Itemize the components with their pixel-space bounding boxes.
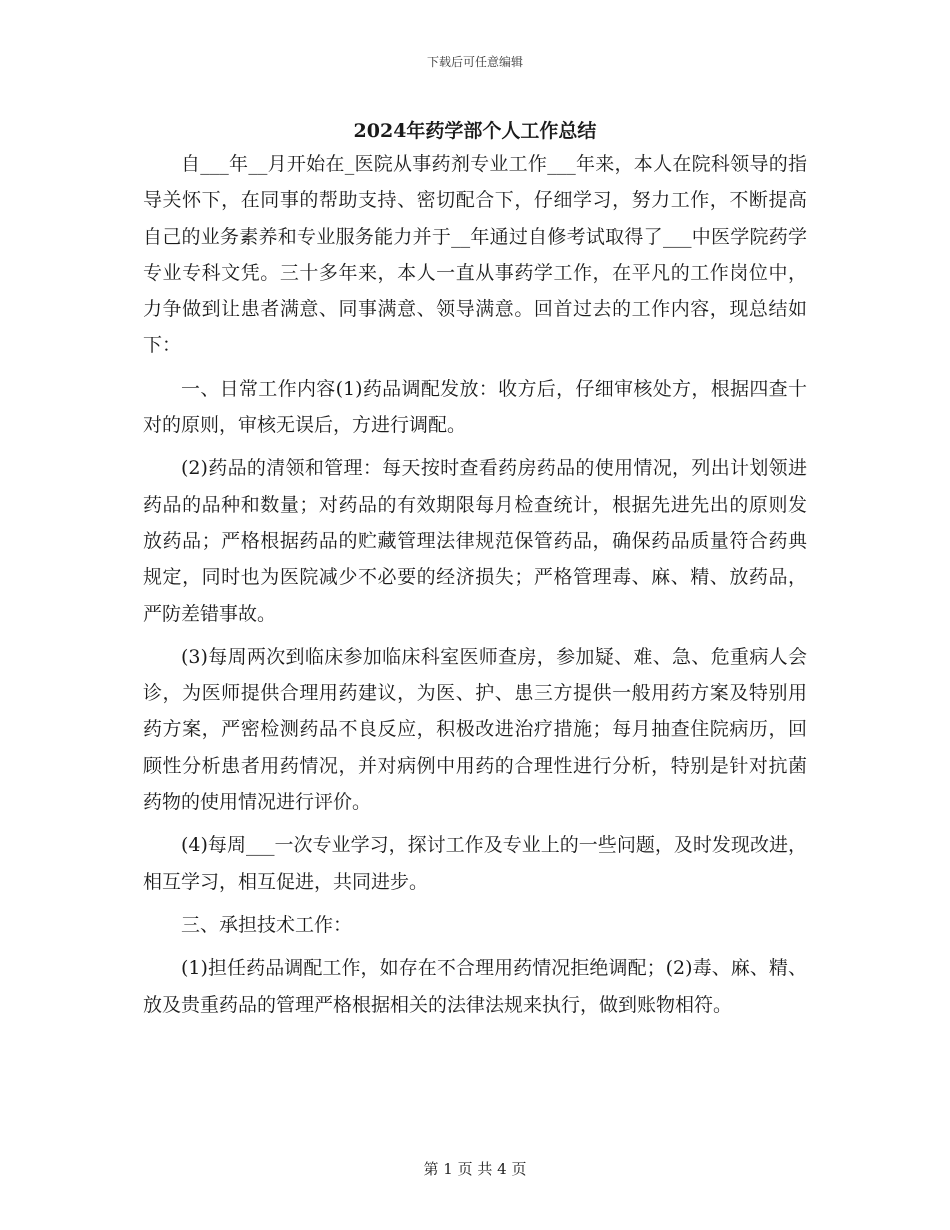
- paragraph-clinical-rounds: (3)每周两次到临床参加临床科室医师查房，参加疑、难、急、危重病人会诊，为医师提供合理用药建议，为医、护、患三方提供一般用药方案及特别用药方案，严密检测药品不良反应，积极改进治疗措施；每月抽查住院病历，回顾性分析患者用药情况，并对病例中用药的合理性进行分析，特别是针对抗菌药物的使用情况进行评价。: [143, 645, 807, 814]
- paragraph-weekly-study: (4)每周___一次专业学习，探讨工作及专业上的一些问题，及时发现改进，相互学习，相互促进，共同进步。: [143, 834, 807, 893]
- page-header-note: 下载后可任意编辑: [426, 55, 523, 69]
- page-footer-number: 第 1 页 共 4 页: [423, 1160, 527, 1178]
- section-heading-technical-work: 三、承担技术工作：: [181, 913, 353, 936]
- paragraph-intro: 自___年__月开始在_医院从事药剂专业工作___年来，本人在院科领导的指导关怀下，在同事的帮助支持、密切配合下，仔细学习，努力工作，不断提高自己的业务素养和专业服务能力并于__年通过自修考试取得了___中医学院药学专业专科文凭。三十多年来，本人一直从事药学工作，在平凡的工作岗位中，力争做到让患者满意、同事满意、领导满意。回首过去的工作内容，现总结如下：: [143, 153, 807, 357]
- paragraph-drug-management: (2)药品的清领和管理：每天按时查看药房药品的使用情况，列出计划领进药品的品种和数量；对药品的有效期限每月检查统计，根据先进先出的原则发放药品；严格根据药品的贮藏管理法律规范保管药品，确保药品质量符合药典规定，同时也为医院减少不必要的经济损失；严格管理毒、麻、精、放药品，严防差错事故。: [143, 457, 807, 625]
- document-body: [143, 146, 807, 1030]
- paragraph-daily-work: 一、日常工作内容(1)药品调配发放：收方后，仔细审核处方，根据四查十对的原则，审核无误后，方进行调配。: [143, 377, 807, 437]
- document-title: 2024年药学部个人工作总结: [353, 120, 597, 142]
- paragraph-technical-work: (1)担任药品调配工作，如存在不合理用药情况拒绝调配；(2)毒、麻、精、放及贵重药品的管理严格根据相关的法律法规来执行，做到账物相符。: [143, 957, 807, 1016]
